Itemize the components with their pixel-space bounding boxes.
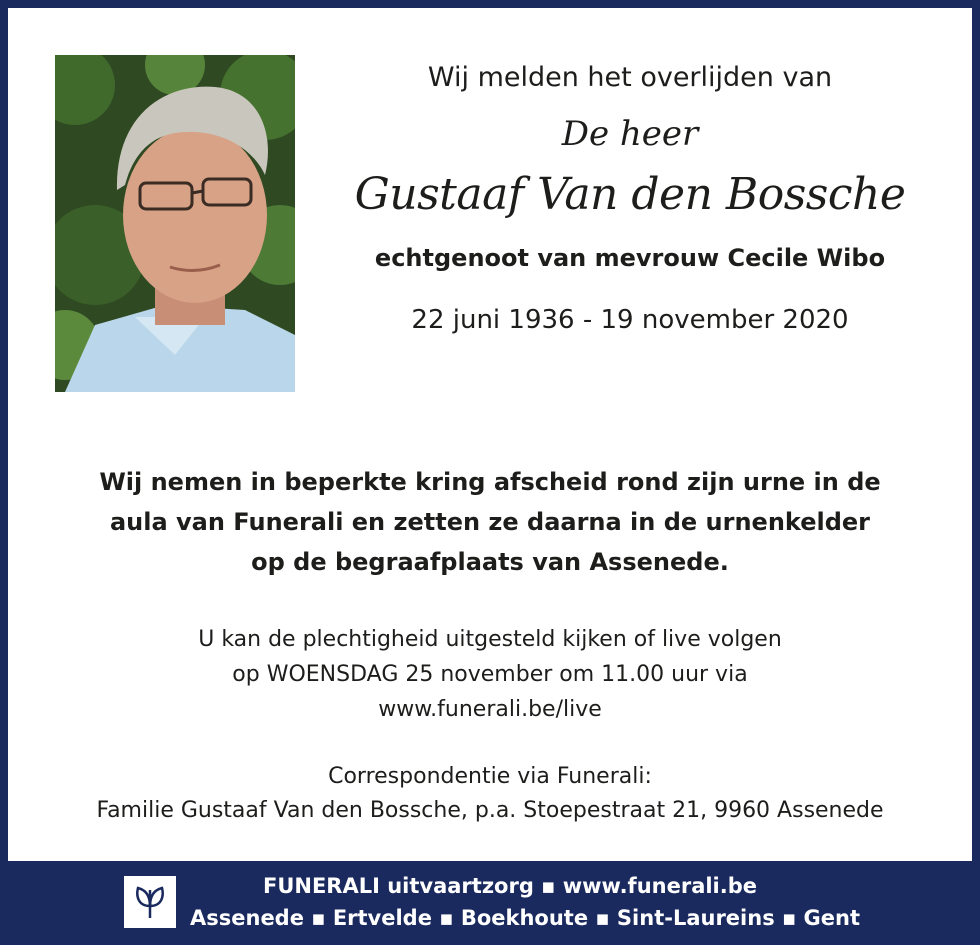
correspondence-paragraph <box>8 760 972 828</box>
footer-bar <box>0 861 980 945</box>
livestream-line: U kan de plechtigheid uitgesteld kijken of live volgen <box>198 627 782 652</box>
funerali-logo <box>124 876 176 928</box>
deceased-name: Gustaaf Van den Bossche <box>354 169 906 220</box>
livestream-line: op WOENSDAG 25 november om 11.00 uur via <box>232 662 748 687</box>
footer-locations-line: Assenede ▪ Ertvelde ▪ Boekhoute ▪ Sint-Laureins ▪ Gent <box>190 906 861 930</box>
leaf-logo-icon <box>124 876 176 928</box>
spouse-line: echtgenoot van mevrouw Cecile Wibo <box>374 244 886 272</box>
honorific: De heer <box>561 114 699 154</box>
farewell-line: aula van Funerali en zetten ze daarna in de urnenkelder <box>109 508 871 536</box>
life-dates: 22 juni 1936 - 19 november 2020 <box>411 305 849 335</box>
correspondence-heading: Correspondentie via Funerali: <box>328 764 652 789</box>
farewell-line: op de begraafplaats van Assenede. <box>251 548 729 576</box>
farewell-paragraph <box>8 462 972 582</box>
livestream-paragraph <box>8 622 972 727</box>
announcement: Wij melden het overlijden van <box>427 62 833 93</box>
portrait-image <box>55 55 295 392</box>
livestream-url[interactable]: www.funerali.be/live <box>378 697 602 722</box>
farewell-line: Wij nemen in beperkte kring afscheid rond zijn urne in de <box>99 468 881 496</box>
header-block <box>300 56 960 342</box>
correspondence-address: Familie Gustaaf Van den Bossche, p.a. Stoepestraat 21, 9960 Assenede <box>96 798 884 823</box>
portrait-photo <box>55 55 295 392</box>
footer-company-line: FUNERALI uitvaartzorg ▪ www.funerali.be <box>262 874 758 898</box>
